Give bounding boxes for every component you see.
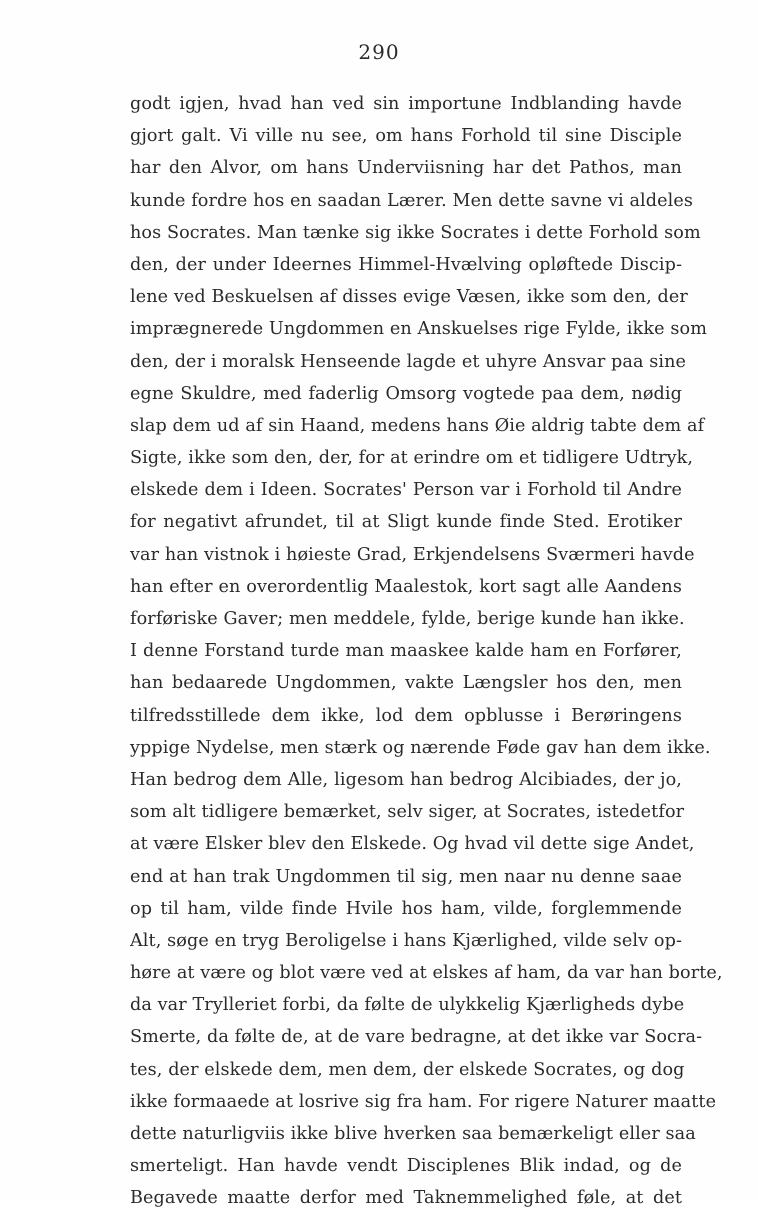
text-line: Sigte, ikke som den, der, for at erindre om et tidligere Udtryk, bbox=[130, 448, 694, 469]
text-line: smerteligt. Han havde vendt Disciplenes Blik indad, og de bbox=[130, 1156, 682, 1177]
text-line: Alt, søge en tryg Beroligelse i hans Kjærlighed, vilde selv op- bbox=[130, 930, 682, 951]
text-line: lene ved Beskuelsen af disses evige Væsen, ikke som den, der bbox=[130, 287, 688, 308]
text-line: end at han trak Ungdommen til sig, men naar nu denne saae bbox=[130, 866, 682, 887]
text-line: var han vistnok i høieste Grad, Erkjendelsens Sværmeri havde bbox=[130, 544, 695, 565]
text-line: at være Elsker blev den Elskede. Og hvad vil dette sige Andet, bbox=[130, 834, 695, 855]
text-line: op til ham, vilde finde Hvile hos ham, vilde, forglemmende bbox=[130, 898, 682, 919]
text-line: Begavede maatte derfor med Taknemmelighed føle, at det bbox=[130, 1188, 682, 1209]
text-line: den, der i moralsk Henseende lagde et uhyre Ansvar paa sine bbox=[130, 351, 687, 372]
text-line: høre at være og blot være ved at elskes af ham, da var han borte, bbox=[130, 963, 723, 984]
text-line: I denne Forstand turde man maaskee kalde ham en Forfører, bbox=[130, 641, 682, 662]
text-line: for negativt afrundet, til at Sligt kunde finde Sted. Erotiker bbox=[130, 512, 682, 533]
text-line: dette naturligviis ikke blive hverken saa bemærkeligt eller saa bbox=[130, 1124, 696, 1144]
text-line: den, der under Ideernes Himmel-Hvælving opløftede Discip- bbox=[130, 254, 682, 275]
text-line: kunde fordre hos en saadan Lærer. Men dette savne vi aldeles bbox=[130, 190, 694, 211]
text-line: tilfredsstillede dem ikke, lod dem opblusse i Berøringens bbox=[130, 705, 682, 726]
text-line: har den Alvor, om hans Underviisning har det Pathos, man bbox=[130, 158, 682, 179]
page-number: 290 bbox=[358, 40, 400, 64]
text-line: Han bedrog dem Alle, ligesom han bedrog Alcibiades, der jo, bbox=[130, 769, 682, 790]
text-line: godt igjen, hvad han ved sin importune Indblanding havde bbox=[130, 94, 682, 114]
text-line: da var Trylleriet forbi, da følte de ulykkelig Kjærligheds dybe bbox=[130, 995, 685, 1016]
text-line: hos Socrates. Man tænke sig ikke Socrates i dette Forhold som bbox=[130, 222, 701, 243]
text-line: forføriske Gaver; men meddele, fylde, berige kunde han ikke. bbox=[130, 609, 685, 629]
text-line: han efter en overordentlig Maalestok, kort sagt alle Aandens bbox=[130, 576, 682, 597]
text-line: Smerte, da følte de, at de vare bedragne, at det ikke var Socra- bbox=[130, 1027, 703, 1048]
text-line: tes, der elskede dem, men dem, der elskede Socrates, og dog bbox=[130, 1059, 685, 1080]
text-line: egne Skuldre, med faderlig Omsorg vogtede paa dem, nødig bbox=[130, 383, 682, 404]
text-line: elskede dem i Ideen. Socrates' Person var i Forhold til Andre bbox=[130, 480, 682, 501]
text-line: ikke formaaede at losrive sig fra ham. For rigere Naturer maatte bbox=[130, 1091, 717, 1112]
text-line: gjort galt. Vi ville nu see, om hans Forhold til sine Disciple bbox=[130, 126, 682, 147]
text-line: yppige Nydelse, men stærk og nærende Føde gav han dem ikke. bbox=[130, 737, 711, 758]
text-line: han bedaarede Ungdommen, vakte Længsler hos den, men bbox=[130, 673, 682, 694]
text-line: imprægnerede Ungdommen en Anskuelses rige Fylde, ikke som bbox=[130, 319, 707, 340]
body-text bbox=[130, 88, 723, 1215]
text-line: som alt tidligere bemærket, selv siger, at Socrates, istedetfor bbox=[130, 802, 685, 823]
text-line: slap dem ud af sin Haand, medens hans Øie aldrig tabte dem af bbox=[130, 415, 705, 436]
